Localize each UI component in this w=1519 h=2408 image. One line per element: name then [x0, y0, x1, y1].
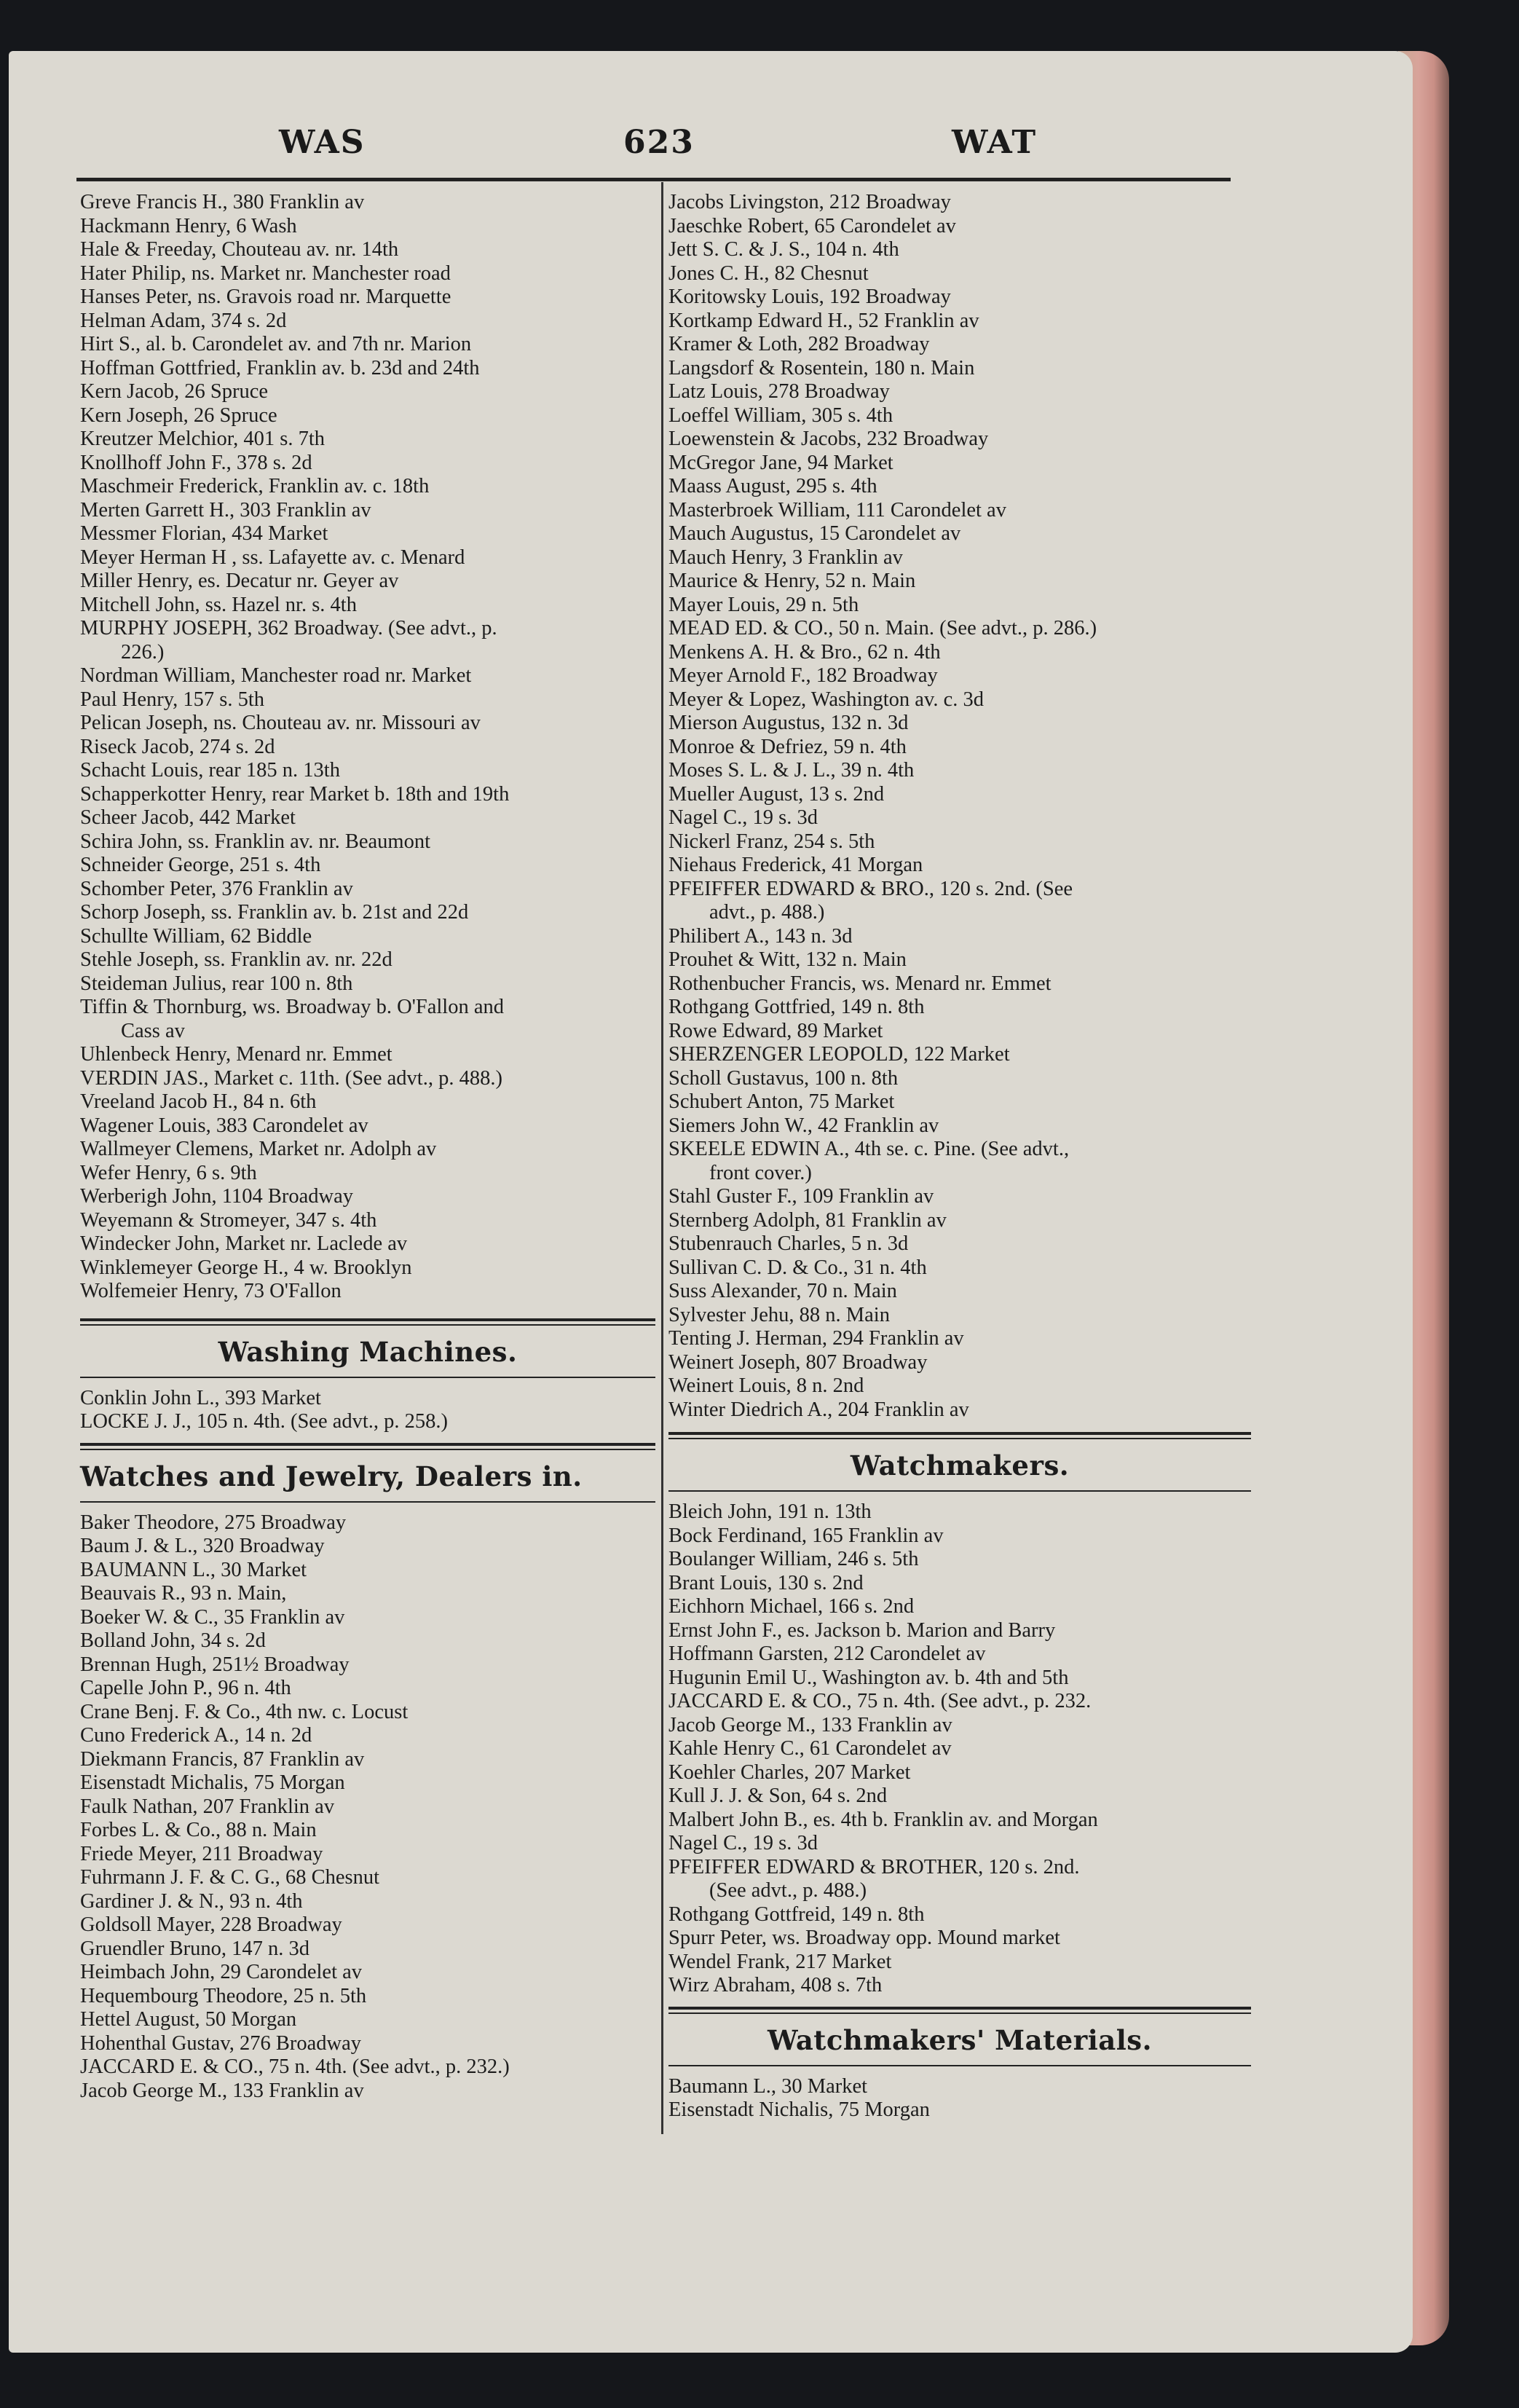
list-item: Rothenbucher Francis, ws. Menard nr. Emmet: [668, 972, 1052, 995]
list-item: Ernst John F., es. Jackson b. Marion and Barry: [668, 1618, 1056, 1642]
list-item: Nagel C., 19 s. 3d: [668, 1832, 818, 1854]
list-item: Sternberg Adolph, 81 Franklin av: [668, 1208, 947, 1232]
left-entries-top: [80, 191, 655, 1304]
list-item: PFEIFFER EDWARD & BROTHER, 120 s. 2nd.: [668, 1855, 1080, 1878]
list-item: Kern Joseph, 26 Spruce: [80, 404, 277, 427]
section-heading-washing-machines: [80, 1326, 655, 1377]
list-item: Meyer Arnold F., 182 Broadway: [668, 664, 938, 687]
list-item: Stehle Joseph, ss. Franklin av. nr. 22d: [80, 948, 392, 971]
list-item: Jacob George M., 133 Franklin av: [668, 1713, 952, 1736]
list-item: Wallmeyer Clemens, Market nr. Adolph av: [80, 1138, 437, 1160]
list-item: SHERZENGER LEOPOLD, 122 Market: [668, 1043, 1010, 1066]
list-item: Faulk Nathan, 207 Franklin av: [80, 1795, 335, 1818]
list-item-continuation: (See advt., p. 488.): [709, 1879, 867, 1902]
watches-jewelry-entries: [80, 1503, 655, 2104]
list-item: Scheer Jacob, 442 Market: [80, 806, 296, 829]
section-heading-watchmakers: [668, 1439, 1251, 1490]
list-item: Helman Adam, 374 s. 2d: [80, 309, 287, 332]
list-item: Fuhrmann J. F. & C. G., 68 Chesnut: [80, 1866, 379, 1889]
list-item: Schneider George, 251 s. 4th: [80, 854, 321, 876]
list-item: Bleich John, 191 n. 13th: [668, 1500, 872, 1523]
list-item-continuation: advt., p. 488.): [709, 901, 825, 924]
list-item: Siemers John W., 42 Franklin av: [668, 1114, 939, 1137]
list-item: Monroe & Defriez, 59 n. 4th: [668, 735, 907, 758]
list-item: Baum J. & L., 320 Broadway: [80, 1535, 325, 1557]
list-item: Gruendler Bruno, 147 n. 3d: [80, 1937, 310, 1960]
list-item: Mayer Louis, 29 n. 5th: [668, 593, 859, 616]
list-item: Brant Louis, 130 s. 2nd: [668, 1571, 864, 1594]
list-item: Beauvais R., 93 n. Main,: [80, 1582, 287, 1605]
list-item: Schapperkotter Henry, rear Market b. 18th and 19th: [80, 782, 510, 806]
list-item: Bolland John, 34 s. 2d: [80, 1629, 266, 1652]
list-item: Pelican Joseph, ns. Chouteau av. nr. Missouri av: [80, 712, 481, 734]
list-item: Wendel Frank, 217 Market: [668, 1950, 892, 1973]
section-divider: [80, 1443, 655, 1450]
section-divider: [80, 1318, 655, 1326]
list-item: Meyer & Lopez, Washington av. c. 3d: [668, 688, 985, 711]
list-item: Diekmann Francis, 87 Franklin av: [80, 1747, 365, 1771]
list-item: Loewenstein & Jacobs, 232 Broadway: [668, 428, 989, 450]
section-divider: [668, 2007, 1251, 2014]
column-divider: [661, 182, 663, 2134]
list-item: Goldsoll Mayer, 228 Broadway: [80, 1913, 342, 1936]
section-title: Watchmakers' Materials.: [767, 2023, 1153, 2056]
list-item: Eichhorn Michael, 166 s. 2nd: [668, 1595, 915, 1618]
list-item: Hater Philip, ns. Market nr. Manchester road: [80, 261, 451, 285]
page-number: 623: [623, 124, 695, 161]
list-item: Mierson Augustus, 132 n. 3d: [668, 712, 909, 734]
list-item: Schullte William, 62 Biddle: [80, 924, 312, 948]
list-item: Hequembourg Theodore, 25 n. 5th: [80, 1984, 367, 2007]
list-item: Steideman Julius, rear 100 n. 8th: [80, 972, 353, 995]
list-item: Kramer & Loth, 282 Broadway: [668, 333, 930, 355]
list-item: Hettel August, 50 Morgan: [80, 2008, 297, 2031]
list-item: Maschmeir Frederick, Franklin av. c. 18th: [80, 475, 430, 497]
section-title: Watches and Jewelry, Dealers in.: [80, 1460, 583, 1492]
list-item: Niehaus Frederick, 41 Morgan: [668, 854, 923, 876]
list-item: BAUMANN L., 30 Market: [80, 1558, 307, 1581]
list-item: Vreeland Jacob H., 84 n. 6th: [80, 1090, 317, 1113]
list-item: Philibert A., 143 n. 3d: [668, 924, 853, 948]
watchmakers-entries: [668, 1492, 1251, 1998]
list-item: Mueller August, 13 s. 2nd: [668, 782, 885, 806]
list-item: Boeker W. & C., 35 Franklin av: [80, 1605, 345, 1629]
list-item: SKEELE EDWIN A., 4th se. c. Pine. (See advt.,: [668, 1138, 1070, 1160]
list-item: Schubert Anton, 75 Market: [668, 1090, 895, 1113]
list-item: Meyer Herman H , ss. Lafayette av. c. Menard: [80, 546, 465, 569]
list-item: MEAD ED. & CO., 50 n. Main. (See advt., p. 286.): [668, 617, 1097, 640]
list-item: MURPHY JOSEPH, 362 Broadway. (See advt., p.: [80, 617, 497, 640]
list-item: Jaeschke Robert, 65 Carondelet av: [668, 214, 956, 237]
list-item: Winklemeyer George H., 4 w. Brooklyn: [80, 1256, 412, 1279]
list-item: Schacht Louis, rear 185 n. 13th: [80, 759, 340, 782]
list-item-continuation: front cover.): [709, 1161, 812, 1184]
header-right: WAT: [952, 124, 1038, 161]
list-item: Schomber Peter, 376 Franklin av: [80, 877, 353, 900]
list-item: Wolfemeier Henry, 73 O'Fallon: [80, 1280, 342, 1302]
section-title: Watchmakers.: [850, 1449, 1070, 1482]
right-column: [668, 191, 1251, 2122]
list-item: Kortkamp Edward H., 52 Franklin av: [668, 309, 979, 332]
list-item: Miller Henry, es. Decatur nr. Geyer av: [80, 570, 399, 592]
list-item: Prouhet & Witt, 132 n. Main: [668, 948, 907, 971]
list-item: Gardiner J. & N., 93 n. 4th: [80, 1889, 303, 1913]
list-item: Bock Ferdinand, 165 Franklin av: [668, 1524, 944, 1547]
section-heading-watches-jewelry: [80, 1450, 655, 1501]
list-item-continuation: 226.): [121, 640, 165, 664]
header-left: WAS: [279, 124, 366, 161]
list-item: Messmer Florian, 434 Market: [80, 522, 328, 545]
list-item: Nagel C., 19 s. 3d: [668, 806, 818, 829]
section-divider: [668, 1432, 1251, 1439]
list-item: Jones C. H., 82 Chesnut: [668, 261, 869, 285]
list-item: Wagener Louis, 383 Carondelet av: [80, 1114, 368, 1137]
list-item: Eisenstadt Nichalis, 75 Morgan: [668, 2098, 930, 2121]
list-item: Conklin John L., 393 Market: [80, 1386, 321, 1409]
list-item: Rothgang Gottfried, 149 n. 8th: [668, 996, 925, 1018]
list-item: Moses S. L. & J. L., 39 n. 4th: [668, 759, 915, 782]
list-item: Weinert Louis, 8 n. 2nd: [668, 1374, 864, 1397]
list-item: Nordman William, Manchester road nr. Market: [80, 664, 472, 687]
list-item: Cuno Frederick A., 14 n. 2d: [80, 1724, 312, 1747]
list-item: PFEIFFER EDWARD & BRO., 120 s. 2nd. (See: [668, 877, 1073, 900]
list-item: Scholl Gustavus, 100 n. 8th: [668, 1066, 899, 1090]
list-item: Werberigh John, 1104 Broadway: [80, 1185, 353, 1208]
list-item: Menkens A. H. & Bro., 62 n. 4th: [668, 640, 941, 664]
list-item: Mauch Henry, 3 Franklin av: [668, 546, 903, 569]
list-item: Brennan Hugh, 251½ Broadway: [80, 1653, 350, 1676]
list-item: Baumann L., 30 Market: [668, 2074, 868, 2098]
list-item: Sylvester Jehu, 88 n. Main: [668, 1303, 890, 1326]
list-item: Kern Jacob, 26 Spruce: [80, 380, 269, 403]
list-item: Crane Benj. F. & Co., 4th nw. c. Locust: [80, 1700, 409, 1723]
list-item: Malbert John B., es. 4th b. Franklin av. and Morgan: [668, 1808, 1098, 1831]
list-item: Forbes L. & Co., 88 n. Main: [80, 1819, 317, 1841]
list-item: Schorp Joseph, ss. Franklin av. b. 21st and 22d: [80, 901, 469, 924]
list-item: Maass August, 295 s. 4th: [668, 475, 877, 497]
list-item: Kull J. J. & Son, 64 s. 2nd: [668, 1785, 888, 1807]
list-item: Baker Theodore, 275 Broadway: [80, 1511, 347, 1534]
header-rule: [76, 178, 1231, 181]
list-item: VERDIN JAS., Market c. 11th. (See advt., p. 488.): [80, 1066, 502, 1090]
list-item: Stubenrauch Charles, 5 n. 3d: [668, 1232, 909, 1255]
list-item: Rowe Edward, 89 Market: [668, 1019, 883, 1042]
list-item: Langsdorf & Rosentein, 180 n. Main: [668, 356, 975, 379]
section-heading-watchmakers-materials: [668, 2014, 1251, 2065]
list-item: Sullivan C. D. & Co., 31 n. 4th: [668, 1256, 927, 1279]
list-item: LOCKE J. J., 105 n. 4th. (See advt., p. 258.): [80, 1410, 449, 1433]
list-item-continuation: Cass av: [121, 1019, 185, 1042]
list-item: Rothgang Gottfreid, 149 n. 8th: [668, 1903, 925, 1926]
left-column: [80, 191, 655, 2103]
list-item: Masterbroek William, 111 Carondelet av: [668, 498, 1006, 522]
list-item: Paul Henry, 157 s. 5th: [80, 688, 265, 711]
list-item: McGregor Jane, 94 Market: [668, 451, 893, 474]
watchmakers-materials-entries: [668, 2066, 1251, 2122]
list-item: Hoffmann Garsten, 212 Carondelet av: [668, 1642, 986, 1665]
list-item: Boulanger William, 246 s. 5th: [668, 1548, 919, 1570]
list-item: JACCARD E. & CO., 75 n. 4th. (See advt., p. 232.): [80, 2055, 510, 2078]
list-item: Loeffel William, 305 s. 4th: [668, 404, 893, 427]
list-item: Wefer Henry, 6 s. 9th: [80, 1161, 257, 1184]
list-item: Jacobs Livingston, 212 Broadway: [668, 191, 951, 213]
list-item: Koehler Charles, 207 Market: [668, 1760, 911, 1784]
list-item: Hoffman Gottfried, Franklin av. b. 23d and 24th: [80, 356, 480, 379]
list-item: Mauch Augustus, 15 Carondelet av: [668, 522, 961, 545]
list-item: Spurr Peter, ws. Broadway opp. Mound market: [668, 1927, 1060, 1949]
list-item: Schira John, ss. Franklin av. nr. Beaumont: [80, 830, 431, 853]
list-item: Wirz Abraham, 408 s. 7th: [668, 1974, 883, 1996]
list-item: Tenting J. Herman, 294 Franklin av: [668, 1327, 964, 1350]
list-item: Heimbach John, 29 Carondelet av: [80, 1961, 363, 1983]
list-item: Capelle John P., 96 n. 4th: [80, 1677, 291, 1699]
list-item: Tiffin & Thornburg, ws. Broadway b. O'Fallon and: [80, 996, 504, 1018]
list-item: Jacob George M., 133 Franklin av: [80, 2079, 364, 2102]
list-item: Windecker John, Market nr. Laclede av: [80, 1232, 408, 1255]
list-item: Riseck Jacob, 274 s. 2d: [80, 735, 275, 758]
list-item: JACCARD E. & CO., 75 n. 4th. (See advt., p. 232.: [668, 1690, 1092, 1712]
list-item: Hugunin Emil U., Washington av. b. 4th and 5th: [668, 1666, 1069, 1689]
right-entries-top: [668, 191, 1251, 1422]
list-item: Jett S. C. & J. S., 104 n. 4th: [668, 238, 899, 261]
list-item: Friede Meyer, 211 Broadway: [80, 1842, 323, 1865]
list-item: Weyemann & Stromeyer, 347 s. 4th: [80, 1208, 377, 1232]
list-item: Greve Francis H., 380 Franklin av: [80, 191, 365, 213]
list-item: Latz Louis, 278 Broadway: [668, 380, 890, 403]
list-item: Kahle Henry C., 61 Carondelet av: [668, 1737, 952, 1760]
list-item: Mitchell John, ss. Hazel nr. s. 4th: [80, 593, 357, 616]
list-item: Eisenstadt Michalis, 75 Morgan: [80, 1771, 345, 1794]
list-item: Hackmann Henry, 6 Wash: [80, 214, 297, 237]
list-item: Maurice & Henry, 52 n. Main: [668, 570, 916, 592]
list-item: Stahl Guster F., 109 Franklin av: [668, 1185, 934, 1208]
section-title: Washing Machines.: [218, 1335, 518, 1368]
list-item: Weinert Joseph, 807 Broadway: [668, 1350, 928, 1374]
list-item: Suss Alexander, 70 n. Main: [668, 1280, 897, 1302]
list-item: Kreutzer Melchior, 401 s. 7th: [80, 428, 326, 450]
list-item: Koritowsky Louis, 192 Broadway: [668, 286, 951, 308]
list-item: Hirt S., al. b. Carondelet av. and 7th nr. Marion: [80, 333, 472, 355]
washing-machines-entries: [80, 1378, 655, 1434]
list-item: Winter Diedrich A., 204 Franklin av: [668, 1398, 969, 1421]
list-item: Hanses Peter, ns. Gravois road nr. Marquette: [80, 286, 451, 308]
list-item: Merten Garrett H., 303 Franklin av: [80, 498, 371, 522]
list-item: Knollhoff John F., 378 s. 2d: [80, 451, 312, 474]
list-item: Nickerl Franz, 254 s. 5th: [668, 830, 875, 853]
list-item: Uhlenbeck Henry, Menard nr. Emmet: [80, 1043, 392, 1066]
list-item: Hohenthal Gustav, 276 Broadway: [80, 2031, 361, 2055]
list-item: Hale & Freeday, Chouteau av. nr. 14th: [80, 238, 399, 261]
